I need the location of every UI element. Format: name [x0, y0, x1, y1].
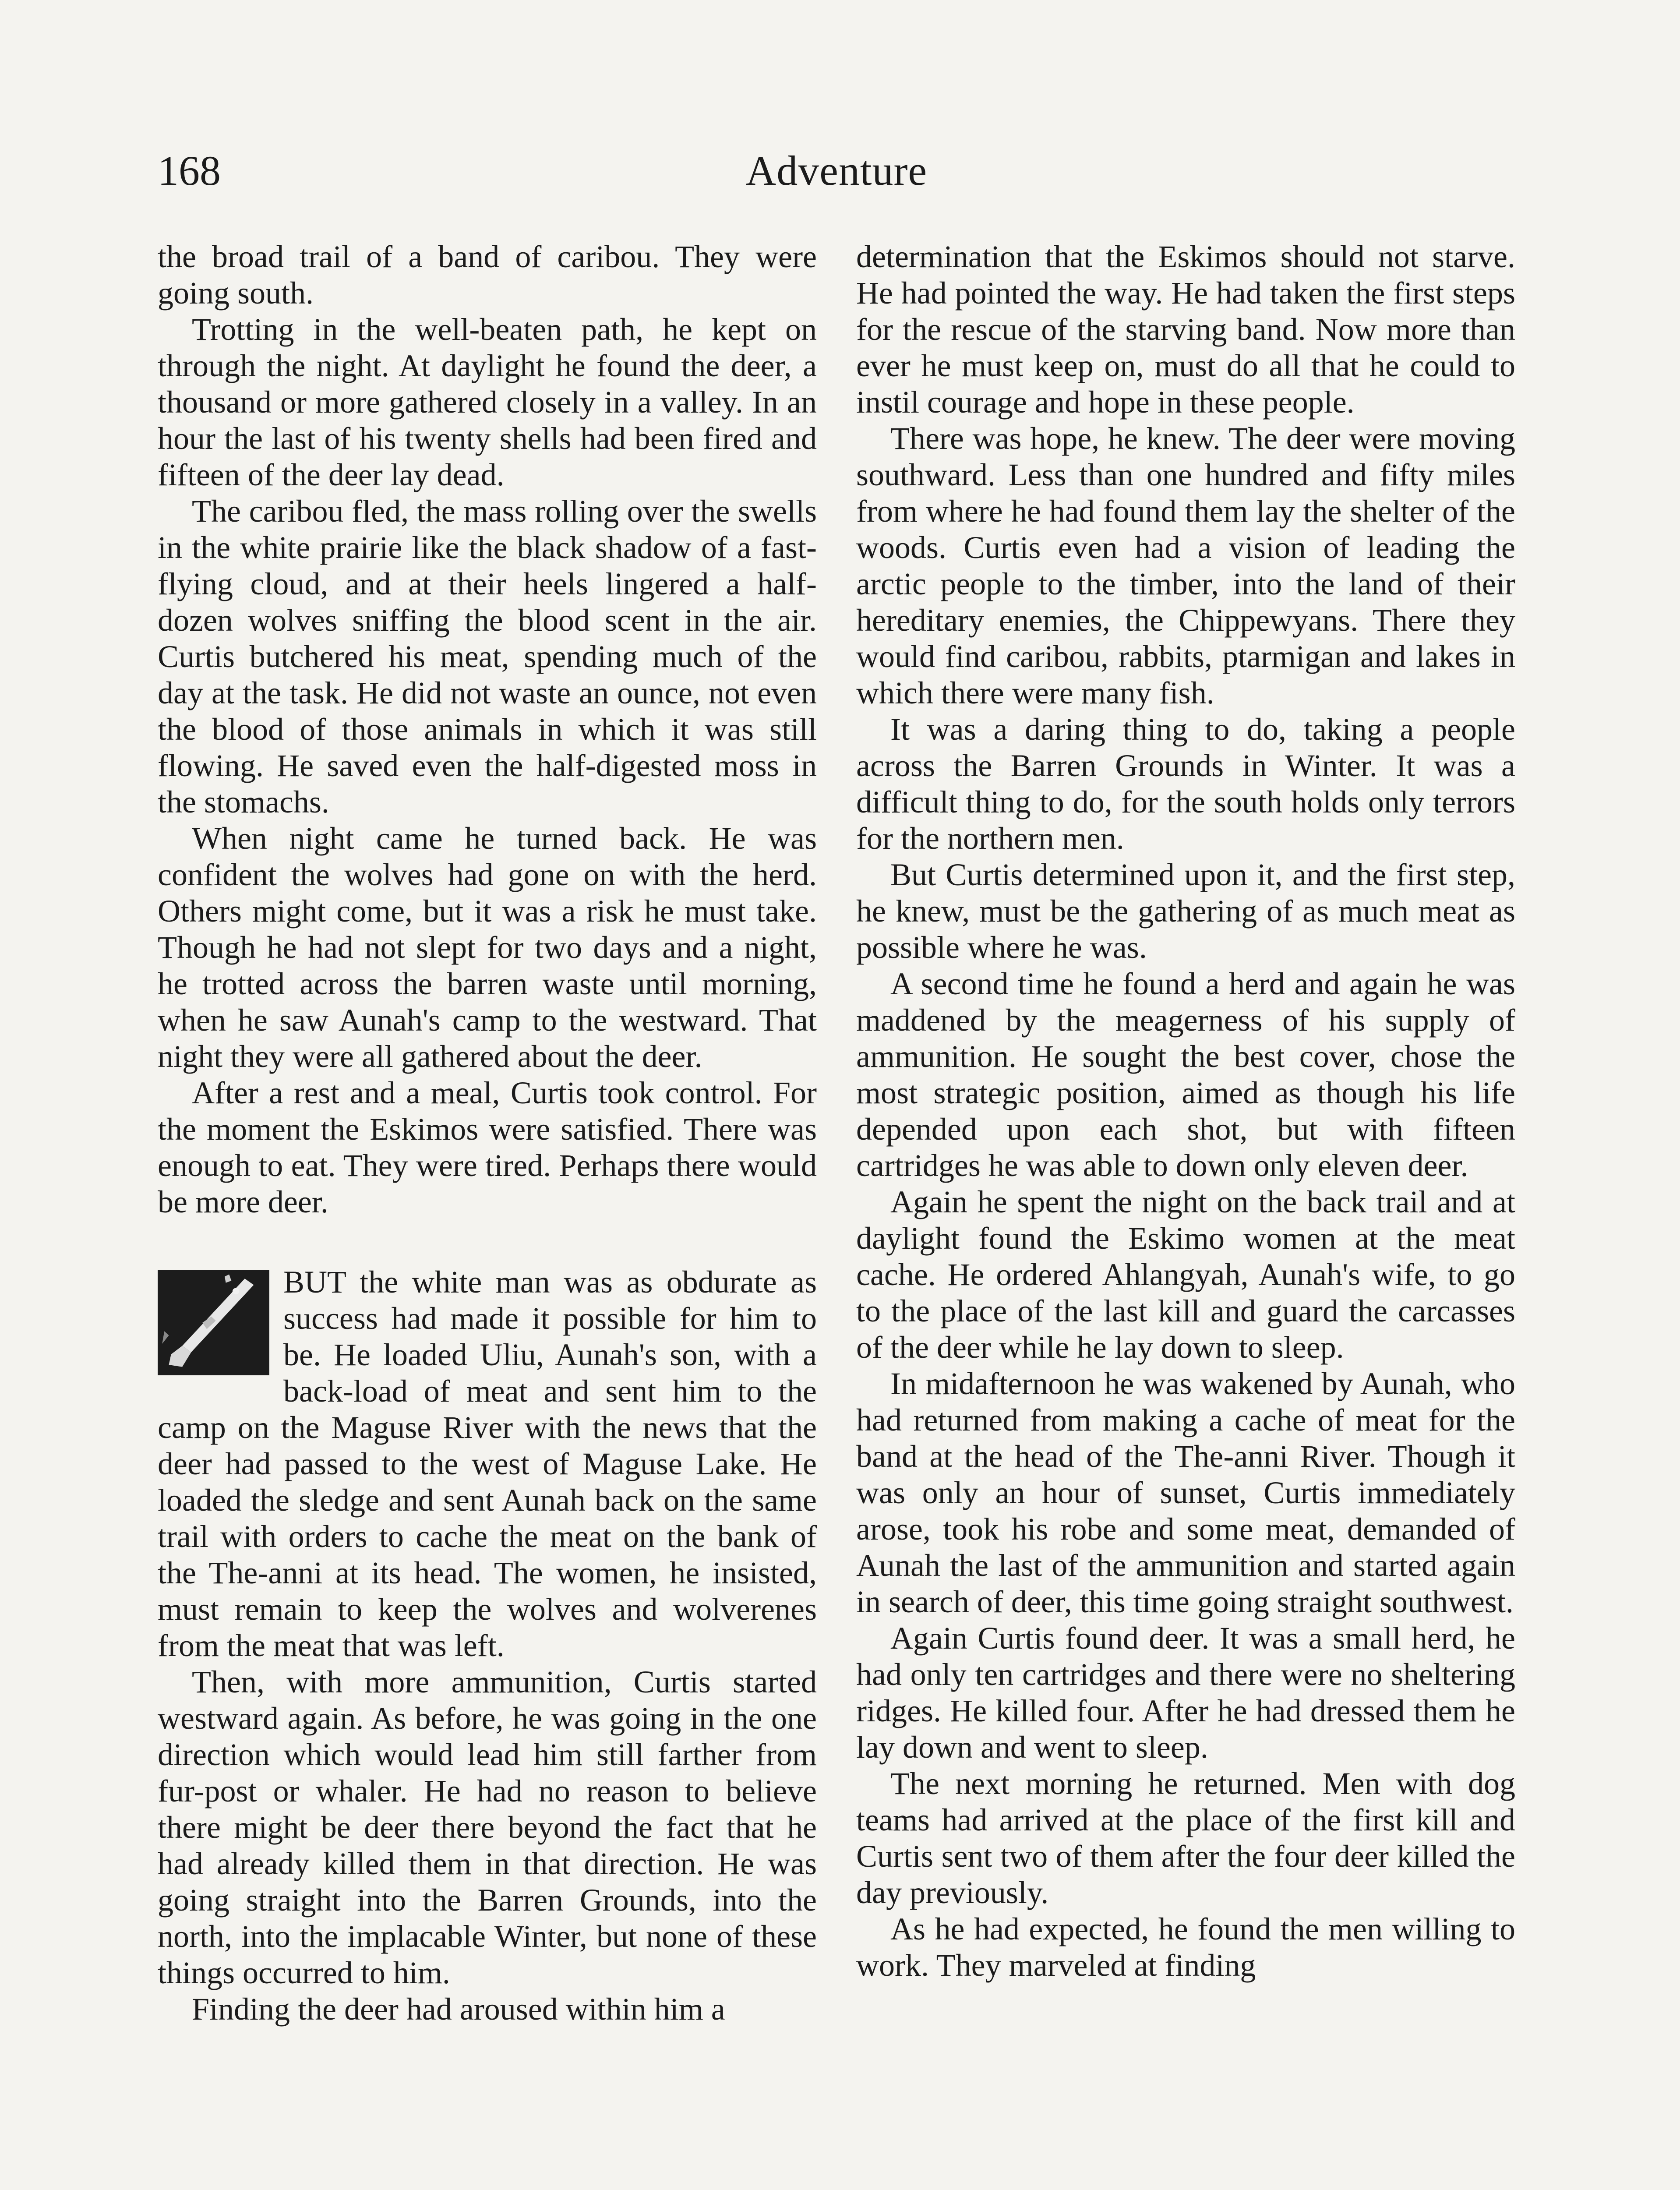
- paragraph: There was hope, he knew. The deer were moving southward. Less than one hundred and fifty miles from where he had found them lay the shelter of the woods. Curtis even had a vision of leading the arctic people to the timber, into the land of their hereditary enemies, the Chippewyans. There they would find caribou, rabbits, ptarmigan and lakes in which there were many fish.: [856, 421, 1515, 710]
- paragraph: It was a daring thing to do, taking a people across the Barren Grounds in Winter. It was a difficult thing to do, for the south holds only terrors for the northern men.: [856, 712, 1515, 856]
- paragraph: But Curtis determined upon it, and the first step, he knew, must be the gathering of as much meat as possible where he was.: [856, 857, 1515, 965]
- paragraph: determination that the Eskimos should not starve. He had pointed the way. He had taken the first steps for the rescue of the starving band. Now more than ever he must keep on, must do all that he could to instil courage and hope in these people.: [856, 239, 1515, 420]
- paragraph: Then, with more ammunition, Curtis started westward again. As before, he was going in the one direction which would lead him still farther from fur-post or whaler. He had no reason to believe there might be deer there beyond the fact that he had already killed them in that direction. He was going straight into the Barren Grounds, into the north, into the implacable Winter, but none of these things occurred to him.: [158, 1664, 817, 1990]
- paragraph: The caribou fled, the mass rolling over the swells in the white prairie like the black shadow of a fast-flying cloud, and at their heels lingered a half-dozen wolves sniffing the blood scent in the air. Curtis butchered his meat, spending much of the day at the task. He did not waste an ounce, not even the blood of those animals in which it was still flowing. He saved even the half-digested moss in the stomachs.: [158, 494, 817, 819]
- paragraph: Again Curtis found deer. It was a small herd, he had only ten cartridges and there were no sheltering ridges. He killed four. After he had dressed them he lay down and went to sleep.: [856, 1621, 1515, 1765]
- paragraph: Again he spent the night on the back trail and at daylight found the Eskimo women at the meat cache. He ordered Ahlangyah, Aunah's wife, to go to the place of the last kill and guard the carcasses of the deer while he lay down to sleep.: [856, 1184, 1515, 1365]
- paragraph: Finding the deer had aroused within him a: [192, 1992, 725, 2027]
- paragraph: A second time he found a herd and again he was maddened by the meagerness of his supply of ammunition. He sought the best cover, chose the most strategic position, aimed as though his life depended upon each shot, but with fifteen cartridges he was able to down only eleven deer.: [856, 966, 1515, 1183]
- left-column: [158, 239, 817, 2028]
- paragraph: As he had expected, he found the men willing to work. They marveled at finding: [856, 1911, 1515, 1983]
- page-number: 168: [158, 147, 221, 194]
- running-title: Adventure: [745, 147, 928, 194]
- paragraph: When night came he turned back. He was confident the wolves had gone on with the herd. Others might come, but it was a risk he must take. Though he had not slept for two days and a night, he trotted across the barren waste until morning, when he saw Aunah's camp to the westward. That night they were all gathered about the deer.: [158, 821, 817, 1074]
- rifle-ornament-icon: [158, 1270, 269, 1375]
- paragraph: The next morning he returned. Men with dog teams had arrived at the place of the first kill and Curtis sent two of them after the four deer killed the day previously.: [856, 1766, 1515, 1910]
- right-column: [856, 239, 1515, 1984]
- paragraph: BUT the white man was as obdurate as success had made it possible for him to be. He loaded Uliu, Aunah's son, with a back-load of meat and sent him to the camp on the Maguse River with the news that the deer had passed to the west of Maguse Lake. He loaded the sledge and sent Aunah back on the same trail with orders to cache the meat on the bank of the The-anni at its head. The women, he insisted, must remain to keep the wolves and wolverenes from the meat that was left.: [158, 1265, 817, 1663]
- page-header: [158, 145, 1515, 215]
- section-break: [158, 1220, 817, 1264]
- paragraph: the broad trail of a band of caribou. They were going south.: [158, 239, 817, 311]
- paragraph: Trotting in the well-beaten path, he kept on through the night. At daylight he found the deer, a thousand or more gathered closely in a valley. In an hour the last of his twenty shells had been fired and fifteen of the deer lay dead.: [158, 312, 817, 492]
- paragraph: In midafternoon he was wakened by Aunah, who had returned from making a cache of meat for the band at the head of the The-anni River. Though it was only an hour of sunset, Curtis immediately arose, took his robe and some meat, demanded of Aunah the last of the ammunition and started again in search of deer, this time going straight southwest.: [856, 1366, 1515, 1619]
- paragraph: After a rest and a meal, Curtis took control. For the moment the Eskimos were satisfied. There was enough to eat. They were tired. Perhaps there would be more deer.: [158, 1075, 817, 1219]
